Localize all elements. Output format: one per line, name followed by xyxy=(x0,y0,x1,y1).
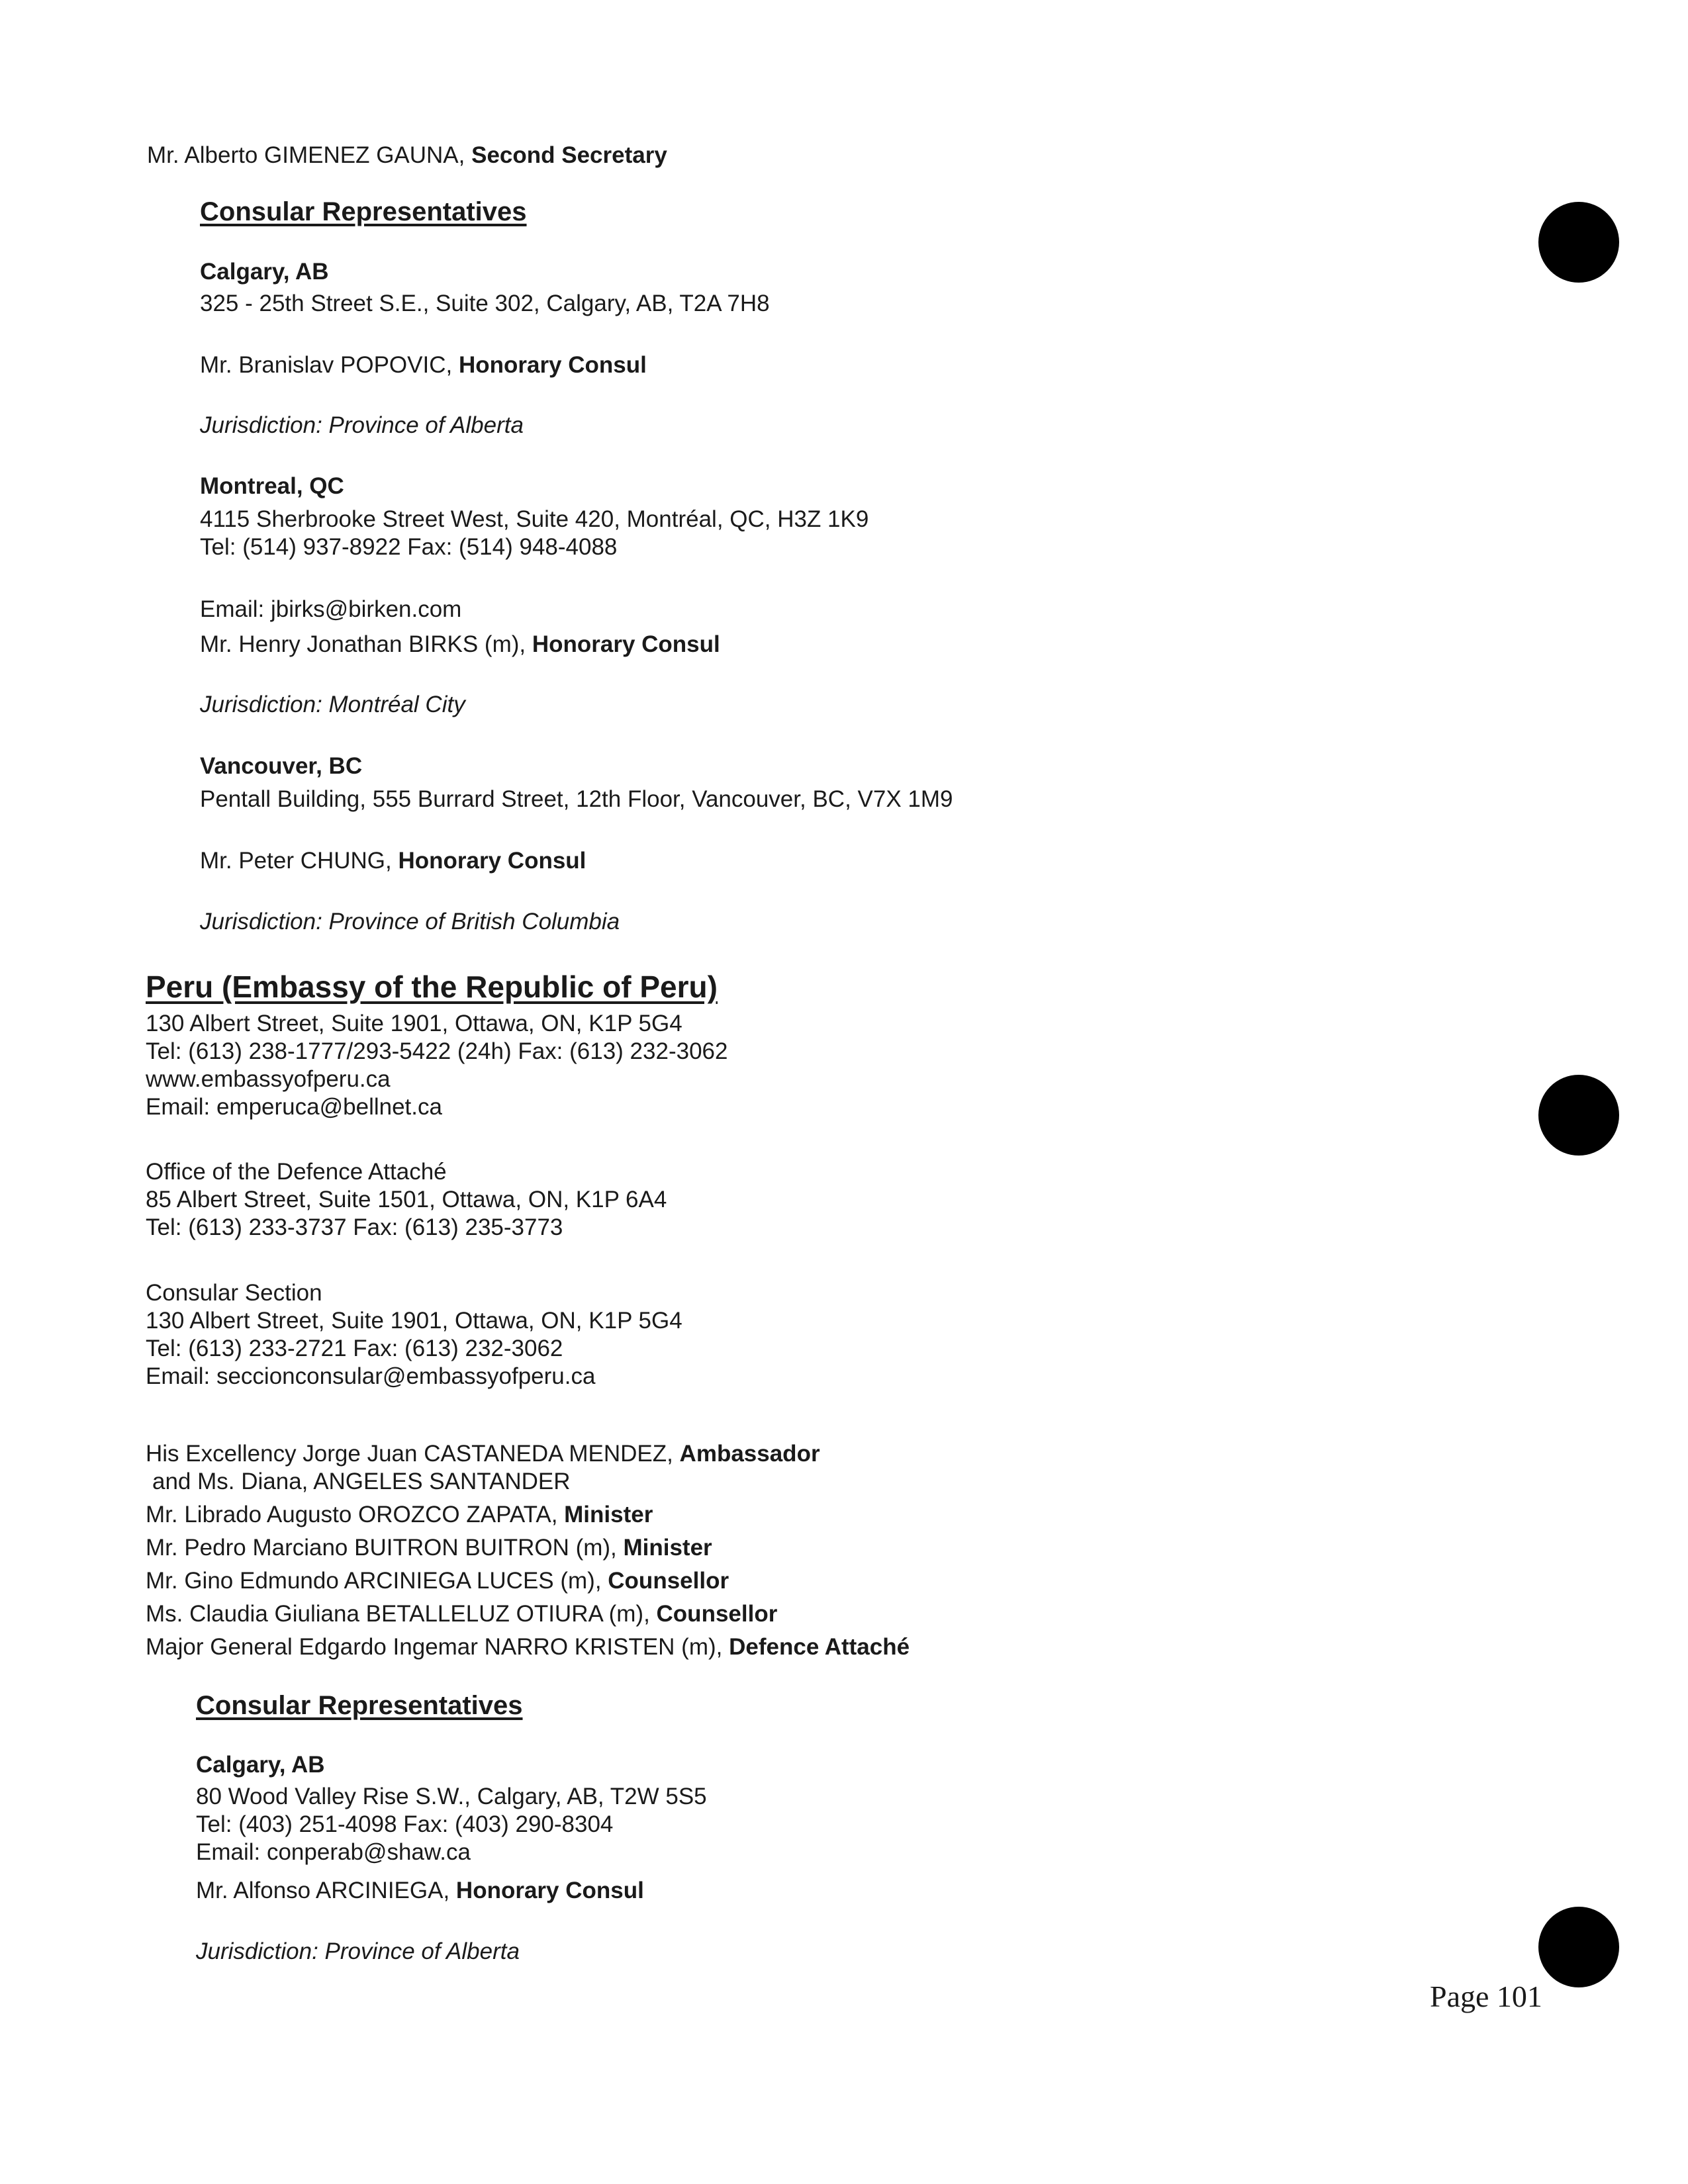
consul-line xyxy=(200,631,720,659)
country-heading: Peru (Embassy of the Republic of Peru) xyxy=(146,970,718,1004)
embassy-address: 130 Albert Street, Suite 1901, Ottawa, ON, K1P 5G4 xyxy=(146,1011,682,1036)
page-number: Page 101 xyxy=(1430,1979,1542,2013)
staff-name: Ms. Claudia Giuliana BETALLELUZ OTIURA (m), xyxy=(146,1601,657,1627)
consul-name: Mr. Alfonso ARCINIEGA, xyxy=(196,1878,456,1903)
embassy-phone: Tel: (613) 238-1777/293-5422 (24h) Fax: (613) 232-3062 xyxy=(146,1038,728,1064)
consulate-email: Email: jbirks@birken.com xyxy=(200,596,462,622)
consulate-phone: Tel: (514) 937-8922 Fax: (514) 948-4088 xyxy=(200,534,618,560)
consul-title: Honorary Consul xyxy=(458,352,647,378)
consul-line xyxy=(196,1877,644,1905)
staff-title: Second Secretary xyxy=(471,142,667,168)
consul-title: Honorary Consul xyxy=(398,848,586,874)
consular-section-label: Consular Section xyxy=(146,1280,322,1306)
defence-office-label: Office of the Defence Attaché xyxy=(146,1159,447,1185)
consul-jurisdiction: Jurisdiction: Province of British Columbia xyxy=(200,909,620,934)
consul-jurisdiction: Jurisdiction: Province of Alberta xyxy=(200,412,524,438)
staff-name: Mr. Pedro Marciano BUITRON BUITRON (m), xyxy=(146,1535,624,1561)
staff-name: Mr. Librado Augusto OROZCO ZAPATA, xyxy=(146,1502,565,1527)
punch-hole xyxy=(1538,1907,1619,1987)
staff-line xyxy=(147,142,667,169)
consul-title: Honorary Consul xyxy=(455,1878,644,1903)
consul-jurisdiction: Jurisdiction: Province of Alberta xyxy=(196,1938,520,1964)
consulate-email: Email: conperab@shaw.ca xyxy=(196,1839,471,1865)
consular-section-phone: Tel: (613) 233-2721 Fax: (613) 232-3062 xyxy=(146,1336,563,1361)
staff-line xyxy=(146,1440,820,1468)
consulate-address: 325 - 25th Street S.E., Suite 302, Calgary, AB, T2A 7H8 xyxy=(200,291,770,316)
defence-office-phone: Tel: (613) 233-3737 Fax: (613) 235-3773 xyxy=(146,1214,563,1240)
consulate-address: Pentall Building, 555 Burrard Street, 12th Floor, Vancouver, BC, V7X 1M9 xyxy=(200,786,953,812)
staff-title: Counsellor xyxy=(656,1601,778,1627)
staff-line xyxy=(146,1567,729,1595)
staff-title: Defence Attaché xyxy=(729,1634,910,1660)
consul-jurisdiction: Jurisdiction: Montréal City xyxy=(200,692,465,717)
embassy-email: Email: emperuca@bellnet.ca xyxy=(146,1094,442,1120)
consular-heading: Consular Representatives xyxy=(196,1691,523,1720)
consul-line xyxy=(200,847,586,875)
consul-name: Mr. Branislav POPOVIC, xyxy=(200,352,459,378)
consul-name: Mr. Henry Jonathan BIRKS (m), xyxy=(200,631,532,657)
staff-name: Major General Edgardo Ingemar NARRO KRISTEN (m), xyxy=(146,1634,729,1660)
consulate-city: Calgary, AB xyxy=(196,1752,325,1778)
staff-line xyxy=(146,1501,653,1529)
staff-title: Ambassador xyxy=(679,1441,820,1467)
staff-line xyxy=(146,1600,777,1628)
punch-hole xyxy=(1538,1075,1619,1156)
consulate-city: Calgary, AB xyxy=(200,259,329,285)
staff-name: Mr. Gino Edmundo ARCINIEGA LUCES (m), xyxy=(146,1568,608,1594)
consular-section-address: 130 Albert Street, Suite 1901, Ottawa, ON, K1P 5G4 xyxy=(146,1308,682,1334)
staff-line xyxy=(146,1633,910,1661)
staff-spouse: and Ms. Diana, ANGELES SANTANDER xyxy=(152,1469,571,1494)
consular-section-email: Email: seccionconsular@embassyofperu.ca xyxy=(146,1363,596,1389)
staff-title: Counsellor xyxy=(608,1568,729,1594)
consulate-phone: Tel: (403) 251-4098 Fax: (403) 290-8304 xyxy=(196,1811,614,1837)
consulate-city: Montreal, QC xyxy=(200,473,344,499)
staff-line xyxy=(146,1534,712,1562)
consul-name: Mr. Peter CHUNG, xyxy=(200,848,399,874)
staff-title: Minister xyxy=(564,1502,653,1527)
consulate-address: 80 Wood Valley Rise S.W., Calgary, AB, T2W 5S5 xyxy=(196,1784,707,1809)
consulate-address: 4115 Sherbrooke Street West, Suite 420, Montréal, QC, H3Z 1K9 xyxy=(200,506,869,532)
punch-hole xyxy=(1538,202,1619,283)
embassy-website: www.embassyofperu.ca xyxy=(146,1066,391,1092)
defence-office-address: 85 Albert Street, Suite 1501, Ottawa, ON, K1P 6A4 xyxy=(146,1187,667,1212)
staff-name: His Excellency Jorge Juan CASTANEDA MENDEZ, xyxy=(146,1441,680,1467)
consular-heading: Consular Representatives xyxy=(200,197,527,226)
staff-name: Mr. Alberto GIMENEZ GAUNA, xyxy=(147,142,472,168)
consul-title: Honorary Consul xyxy=(532,631,720,657)
staff-title: Minister xyxy=(623,1535,712,1561)
consulate-city: Vancouver, BC xyxy=(200,753,363,779)
consul-line xyxy=(200,351,647,379)
